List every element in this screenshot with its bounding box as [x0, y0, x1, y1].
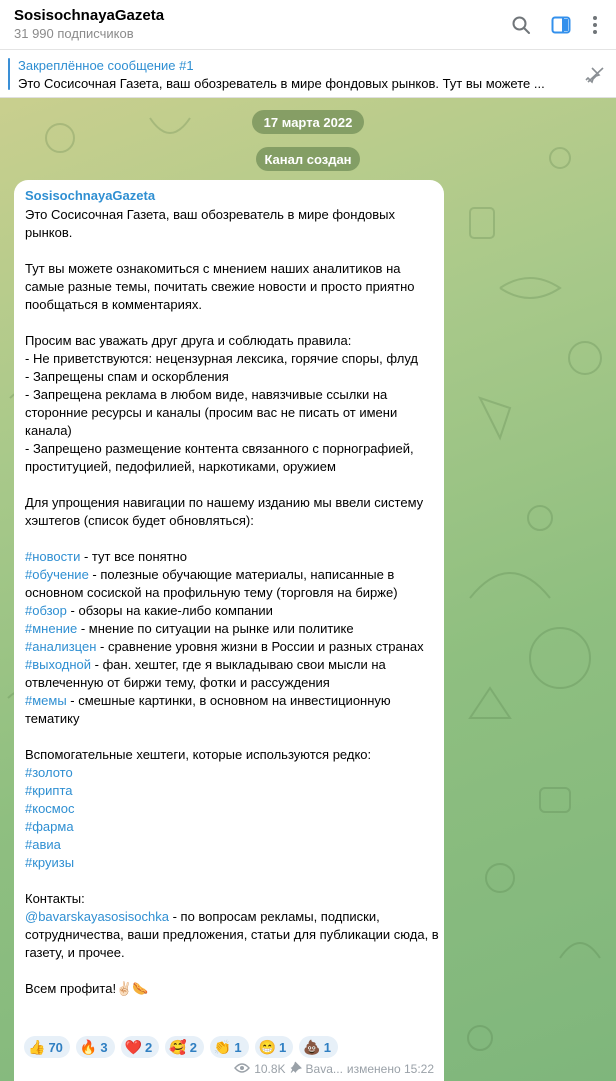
- aux-hashtags-heading: Вспомогательные хештеги, которые используются редко:: [25, 747, 372, 762]
- aux-hashtag-link[interactable]: #фарма: [25, 819, 74, 834]
- aux-hashtag-link[interactable]: #золото: [25, 765, 73, 780]
- hashtag-line: [25, 566, 439, 602]
- unpin-icon[interactable]: [582, 62, 608, 88]
- reaction-count: 3: [100, 1039, 108, 1055]
- edited-time: изменено 15:22: [346, 1061, 434, 1076]
- message-bubble[interactable]: [14, 180, 444, 1081]
- channel-name[interactable]: SosisochnayaGazeta: [14, 7, 165, 24]
- post-signature: Bava...: [305, 1061, 343, 1076]
- pinned-indicator: [8, 58, 10, 90]
- hashtag-line: [25, 692, 439, 728]
- hashtag-description: - мнение по ситуации на рынке или политике: [77, 621, 354, 636]
- rule-item: - Запрещены спам и оскорбления: [25, 369, 229, 384]
- hashtag-link[interactable]: #обучение: [25, 567, 89, 582]
- smiling-hearts-icon: 🥰: [169, 1038, 187, 1055]
- pinned-preview: Это Сосисочная Газета, ваш обозреватель в мире фондовых рынков. Тут вы можете ...: [18, 76, 545, 91]
- hashtag-line: [25, 602, 439, 620]
- rules-heading: Просим вас уважать друг друга и соблюдать правила:: [25, 333, 352, 348]
- reaction-count: 2: [189, 1039, 197, 1055]
- chat-header: [0, 0, 616, 50]
- hashtag-description: - обзоры на какие-либо компании: [66, 603, 273, 618]
- contact-username-link[interactable]: @bavarskayasosisochka: [25, 909, 169, 924]
- message-meta: [234, 1061, 434, 1076]
- hashtag-line: [25, 656, 439, 692]
- hashtag-line: [25, 548, 439, 566]
- aux-hashtag-link[interactable]: #авиа: [25, 837, 61, 852]
- reaction-smiling-hearts[interactable]: [165, 1036, 204, 1058]
- more-vertical-icon[interactable]: [582, 12, 608, 38]
- eye-icon: [234, 1062, 250, 1076]
- navigation-heading: Для упрощения навигации по нашему изданию мы ввели систему хэштегов (список будет обновляться):: [25, 495, 424, 528]
- reaction-thumbs-up[interactable]: [24, 1036, 70, 1058]
- hashtag-link[interactable]: #выходной: [25, 657, 92, 672]
- hashtag-link[interactable]: #новости: [25, 549, 81, 564]
- contacts-heading: Контакты:: [25, 891, 85, 906]
- aux-hashtag-link[interactable]: #крипта: [25, 783, 73, 798]
- heart-icon: ❤️: [124, 1038, 143, 1055]
- hashtag-link[interactable]: #мнение: [25, 621, 78, 636]
- reaction-count: 1: [234, 1039, 242, 1055]
- poo-icon: 💩: [303, 1038, 321, 1055]
- hashtag-line: [25, 620, 439, 638]
- hashtag-description: - сравнение уровня жизни в России и разных странах: [96, 639, 424, 654]
- reaction-count: 1: [323, 1039, 331, 1055]
- hashtag-link[interactable]: #обзор: [25, 603, 67, 618]
- message-text: [25, 206, 439, 998]
- reaction-poo[interactable]: [299, 1036, 338, 1058]
- thumbs-up-icon: 👍: [28, 1038, 46, 1055]
- pin-icon: [290, 1061, 302, 1076]
- pinned-title: Закреплённое сообщение #1: [18, 58, 194, 73]
- hashtag-link[interactable]: #анализцен: [25, 639, 97, 654]
- closing-text: Всем профита!✌🏻🌭: [25, 981, 149, 996]
- hashtag-link[interactable]: #мемы: [25, 693, 67, 708]
- search-icon[interactable]: [508, 12, 534, 38]
- about-text: Тут вы можете ознакомиться с мнением наших аналитиков на самые разные темы, почитать свежие новости и просто приятно пообщаться в комментариях.: [25, 261, 415, 312]
- reaction-heart[interactable]: [121, 1036, 160, 1058]
- intro-text: Это Сосисочная Газета, ваш обозреватель в мире фондовых рынков.: [25, 207, 396, 240]
- reaction-count: 1: [279, 1039, 287, 1055]
- rule-item: - Не приветствуются: нецензурная лексика, горячие споры, флуд: [25, 351, 418, 366]
- clap-icon: 👏: [213, 1038, 232, 1055]
- sidebar-toggle-icon[interactable]: [548, 12, 574, 38]
- reactions-bar: [24, 1036, 338, 1058]
- fire-icon: 🔥: [79, 1038, 98, 1055]
- reaction-count: 2: [145, 1039, 153, 1055]
- hashtag-description: - фан. хештег, где я выкладываю свои мысли на отвлеченную от биржи тему, фотки и рассуждения: [25, 657, 386, 690]
- aux-hashtag-link[interactable]: #космос: [25, 801, 75, 816]
- hashtag-description: - смешные картинки, в основном на инвестиционную тематику: [25, 693, 391, 726]
- rule-item: - Запрещено размещение контента связанного с порнографией, проституцией, педофилией, наркотиками, оружием: [25, 441, 414, 474]
- hashtag-description: - тут все понятно: [80, 549, 188, 564]
- reaction-fire[interactable]: [76, 1036, 115, 1058]
- pinned-message-bar[interactable]: [0, 50, 616, 98]
- contact-description: - по вопросам рекламы, подписки, сотрудничества, ваши предложения, статьи для публикации сюда, в газету, и прочее.: [25, 909, 439, 960]
- date-separator: 17 марта 2022: [252, 110, 364, 134]
- rule-item: - Запрещена реклама в любом виде, навязчивые ссылки на сторонние ресурсы и каналы (просим вас не писать от имени канала): [25, 387, 398, 438]
- hashtag-line: [25, 638, 439, 656]
- reaction-grin[interactable]: [255, 1036, 294, 1058]
- aux-hashtag-link[interactable]: #круизы: [25, 855, 75, 870]
- reaction-count: 70: [48, 1039, 63, 1055]
- service-message-created: Канал создан: [256, 147, 360, 171]
- hashtag-description: - полезные обучающие материалы, написанные в основном сосиской на профильную тему (торговля на бирже): [25, 567, 398, 600]
- reaction-clap[interactable]: [210, 1036, 249, 1058]
- grin-icon: 😁: [258, 1038, 277, 1055]
- view-count: 10.8K: [254, 1061, 286, 1076]
- subscriber-count: 31 990 подписчиков: [14, 26, 134, 41]
- chat-area: [0, 98, 616, 1081]
- message-author[interactable]: SosisochnayaGazeta: [25, 188, 156, 203]
